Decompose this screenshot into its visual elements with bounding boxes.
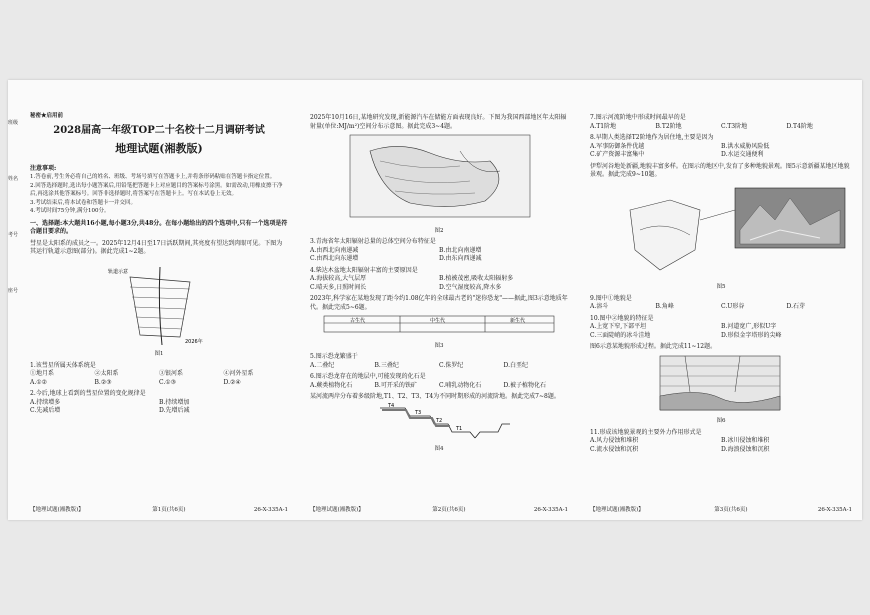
binding-margin bbox=[8, 120, 18, 344]
footer-page: 第2页(共6页) bbox=[432, 506, 466, 513]
q4-choices bbox=[310, 275, 568, 292]
q2-choice-d: D.先增后减 bbox=[159, 407, 190, 414]
note-1: 1.答卷前,考生务必将自己的姓名、班级、考场号填写在答题卡上,并将条形码粘贴在答题卡指定位置。 bbox=[30, 174, 276, 180]
footer-subject: 【地理试题(湘教版)】 bbox=[310, 506, 364, 513]
q8-choices bbox=[590, 143, 852, 160]
intro-q1-2: 彗星是太阳系的成员之一。2025年12月4日至17日活跃期间,其亮度有望达到肉眼可见。下图为其运行轨道示意图(部分)。据此完成1~2题。 bbox=[30, 239, 283, 255]
q5-choice-d: D.白垩纪 bbox=[503, 361, 529, 369]
gutter-name-label: 姓名 bbox=[8, 176, 19, 182]
exam-sheet bbox=[8, 80, 862, 520]
q11-choice-d: D.海浪侵蚀和沉积 bbox=[721, 445, 770, 453]
q11-choices bbox=[590, 437, 852, 454]
page-2 bbox=[310, 80, 568, 520]
fig2-caption: 图2 bbox=[434, 227, 444, 234]
q6-choice-a: A.蕨类植物化石 bbox=[310, 381, 353, 389]
page-2-footer bbox=[310, 506, 568, 515]
q1-item: ①地月系 bbox=[30, 370, 55, 377]
footer-code: 26-X-335A-1 bbox=[817, 506, 852, 513]
q5-choice-b: B.三叠纪 bbox=[374, 361, 399, 369]
q8-choice-a: A.军事防御条件优越 bbox=[590, 142, 645, 150]
q8-choice-d: D.水运交通便利 bbox=[721, 151, 764, 158]
q9-choices bbox=[590, 303, 852, 312]
q9-choice-d: D.石芽 bbox=[786, 303, 806, 310]
page-1-footer bbox=[30, 506, 288, 515]
q7-choices bbox=[590, 123, 852, 132]
era-cenozoic: 新生代 bbox=[510, 318, 526, 324]
terrace-t3: T3 bbox=[415, 409, 422, 416]
notes-title: 注意事项: bbox=[30, 164, 57, 172]
q3-choice-a: A.由西北向南递减 bbox=[310, 246, 359, 254]
q6-choices bbox=[310, 382, 568, 391]
question-6: 6.图示恐龙存在的地层中,可能发现的化石是 bbox=[310, 373, 426, 380]
fig5-caption: 图5 bbox=[716, 284, 726, 290]
q4-choice-c: C.晴天多,日照时间长 bbox=[310, 283, 367, 291]
q4-choice-a: A.海拔较高,大气层厚 bbox=[310, 275, 367, 282]
intro-q5-6: 2023年,科学家在某地发现了距今约1.08亿年的全球最古老的"迷你恐龙"——据此,图3示意地质年代。据此完成5~6题。 bbox=[310, 295, 568, 311]
q1-items bbox=[30, 370, 288, 379]
q4-choice-d: D.空气湿度较高,降水多 bbox=[439, 283, 502, 291]
q5-choice-a: A.二叠纪 bbox=[310, 361, 335, 369]
q8-choice-c: C.矿产资源丰富集中 bbox=[590, 151, 645, 158]
q1-choice-d: D.②④ bbox=[223, 378, 241, 386]
fig4-caption: 图4 bbox=[434, 446, 444, 452]
figure-5-landform bbox=[590, 180, 852, 280]
question-10: 10.图中②地貌的特征是 bbox=[590, 314, 654, 322]
question-4: 4.柴达木盆地太阳辐射丰富的主要原因是 bbox=[310, 266, 418, 274]
q8-choice-b: B.洪水威胁风险低 bbox=[721, 142, 770, 150]
orbit-drawing bbox=[130, 267, 190, 345]
terrace-t1: T1 bbox=[456, 425, 463, 432]
q1-choice-c: C.①③ bbox=[159, 378, 177, 386]
question-1: 1.该彗星所属天体系统是 bbox=[30, 361, 96, 369]
q3-choices bbox=[310, 247, 568, 264]
question-3: 3.青海省年太阳辐射总量的总体空间分布特征是 bbox=[310, 238, 436, 245]
q5-choice-c: C.侏罗纪 bbox=[439, 361, 464, 369]
intro-q3-4: 2025年10月16日,某地研究发现,新能源汽车在储能方面表现良好。下图为我国西部地区年太阳辐射量(单位:MJ/m²)空间分布示意图。据此完成3~4题。 bbox=[310, 114, 567, 130]
footer-subject: 【地理试题(湘教版)】 bbox=[30, 506, 84, 513]
question-8: 8.早期人类选择T2阶地作为居住地,主要是因为 bbox=[590, 134, 714, 141]
q2-choice-c: C.先减后增 bbox=[30, 407, 61, 414]
question-7: 7.图示河流阶地中形成时间最早的是 bbox=[590, 114, 686, 121]
q2-choice-a: A.持续增多 bbox=[30, 398, 61, 406]
q10-choice-c: C.三面陡峭的冰斗洼地 bbox=[590, 331, 651, 339]
q7-choice-d: D.T4阶地 bbox=[786, 122, 813, 130]
note-3: 3.考试结束后,将本试卷和答题卡一并交回。 bbox=[30, 199, 136, 206]
gutter-seat-label: 座号 bbox=[8, 288, 19, 294]
q6-choice-d: D.被子植物化石 bbox=[503, 381, 547, 389]
q1-item: ③银河系 bbox=[159, 370, 184, 377]
q11-choice-b: B.冰川侵蚀和堆积 bbox=[721, 437, 770, 444]
question-5: 5.图示恐龙繁盛于 bbox=[310, 353, 358, 360]
q9-choice-b: B.角峰 bbox=[655, 303, 674, 310]
figure-2-map bbox=[310, 131, 568, 223]
q10-choice-d: D.形似金字塔形的尖峰 bbox=[721, 331, 782, 339]
note-2: 2.回答选择题时,选出每小题答案后,用铅笔把答题卡上对应题目的答案标号涂黑。如需改动,用橡皮擦干净后,再选涂其他答案标号。回答非选择题时,将答案写在答题卡上。写在本试卷上无效。 bbox=[30, 182, 283, 197]
gutter-class-label: 班级 bbox=[8, 120, 19, 126]
q3-choice-c: C.由西北向东递增 bbox=[310, 255, 359, 262]
q1-item: ②太阳系 bbox=[94, 370, 119, 377]
q5-choices bbox=[310, 362, 568, 371]
figure-4-terraces bbox=[310, 402, 568, 442]
gutter-id-label: 考号 bbox=[8, 232, 19, 238]
note-4: 4.考试时间75分钟,满分100分。 bbox=[30, 208, 110, 214]
q6-choice-b: B.可开采的铁矿 bbox=[374, 381, 417, 389]
question-2: 2.今后,地球上看到的彗星位置的变化规律是 bbox=[30, 390, 146, 397]
section-1-heading: 一、选择题:本大题共16小题,每小题3分,共48分。在每小题给出的四个选项中,只有一个选项是符合题目要求的。 bbox=[30, 219, 288, 235]
q1-choice-b: B.②③ bbox=[94, 378, 112, 386]
question-11: 11.形成该地貌景观的主要外力作用形式是 bbox=[590, 428, 702, 436]
q9-choice-a: A.溶斗 bbox=[590, 303, 609, 310]
q10-choices bbox=[590, 323, 852, 340]
q4-choice-b: B.植被茂密,吸收太阳辐射多 bbox=[439, 275, 514, 282]
intro-q7-8: 某河流两岸分布着多级阶地,T1、T2、T3、T4为不同时期形成的河流阶地。据此完成7~8题。 bbox=[310, 393, 560, 400]
page-3 bbox=[590, 80, 852, 520]
era-mesozoic: 中生代 bbox=[430, 318, 446, 324]
era-paleozoic: 古生代 bbox=[350, 318, 366, 324]
figure-3-timeline bbox=[310, 312, 568, 338]
fig6-caption: 图6 bbox=[716, 418, 726, 424]
figure-6-section bbox=[590, 352, 852, 414]
q1-item: ④河外星系 bbox=[223, 370, 254, 377]
q9-choice-c: C.U形谷 bbox=[721, 303, 745, 310]
figure-1-orbit bbox=[30, 257, 288, 347]
q3-choice-b: B.由北向南递增 bbox=[439, 246, 482, 254]
footer-page: 第1页(共6页) bbox=[152, 506, 186, 513]
q11-choice-c: C.流水侵蚀和沉积 bbox=[590, 445, 639, 453]
q1-choice-a: A.①② bbox=[30, 378, 47, 386]
page-3-footer bbox=[590, 506, 852, 515]
q10-choice-b: B.河道宽广,形似U字 bbox=[721, 323, 777, 330]
fig1-label-orbit: 轨道示意 bbox=[108, 268, 129, 275]
q10-choice-a: A.上宽下窄,下部平坦 bbox=[590, 323, 647, 330]
q6-choice-c: C.哺乳动物化石 bbox=[439, 381, 482, 389]
page-1 bbox=[30, 80, 288, 520]
terrace-t4: T4 bbox=[388, 402, 395, 409]
fig1-label-year: 2026年 bbox=[185, 338, 203, 345]
question-9: 9.图中①地貌是 bbox=[590, 294, 632, 302]
intro-q9-10: 伊犁河谷地处新疆,地貌丰富多样。在图示的地区中,发育了多种地貌景观。图5示意新疆某地区地貌景观。据此完成9~10题。 bbox=[590, 162, 850, 178]
footer-subject: 【地理试题(湘教版)】 bbox=[590, 506, 644, 513]
exam-title: 2028届高一年级TOP二十名校十二月调研考试 bbox=[53, 124, 265, 136]
q2-choice-b: B.持续增加 bbox=[159, 398, 190, 406]
terrace-t2: T2 bbox=[436, 417, 443, 424]
intro-q11-12: 图6示意某地貌形成过程。据此完成11~12题。 bbox=[590, 343, 717, 350]
fig1-caption: 图1 bbox=[154, 351, 164, 357]
q3-choice-d: D.由东向西递减 bbox=[439, 255, 482, 262]
footer-page: 第3页(共6页) bbox=[714, 506, 748, 513]
confidential-mark: 秘密★启用前 bbox=[30, 113, 64, 119]
fig3-caption: 图3 bbox=[434, 342, 444, 349]
q1-choices bbox=[30, 379, 288, 388]
q7-choice-a: A.T1阶地 bbox=[590, 122, 617, 130]
subject-title: 地理试题(湘教版) bbox=[115, 142, 203, 155]
q7-choice-c: C.T3阶地 bbox=[721, 122, 748, 130]
footer-code: 26-X-335A-1 bbox=[533, 506, 568, 513]
footer-code: 26-X-335A-1 bbox=[253, 506, 288, 513]
q11-choice-a: A.风力侵蚀和堆积 bbox=[590, 437, 639, 444]
q7-choice-b: B.T2阶地 bbox=[655, 122, 682, 130]
q2-choices bbox=[30, 399, 288, 416]
